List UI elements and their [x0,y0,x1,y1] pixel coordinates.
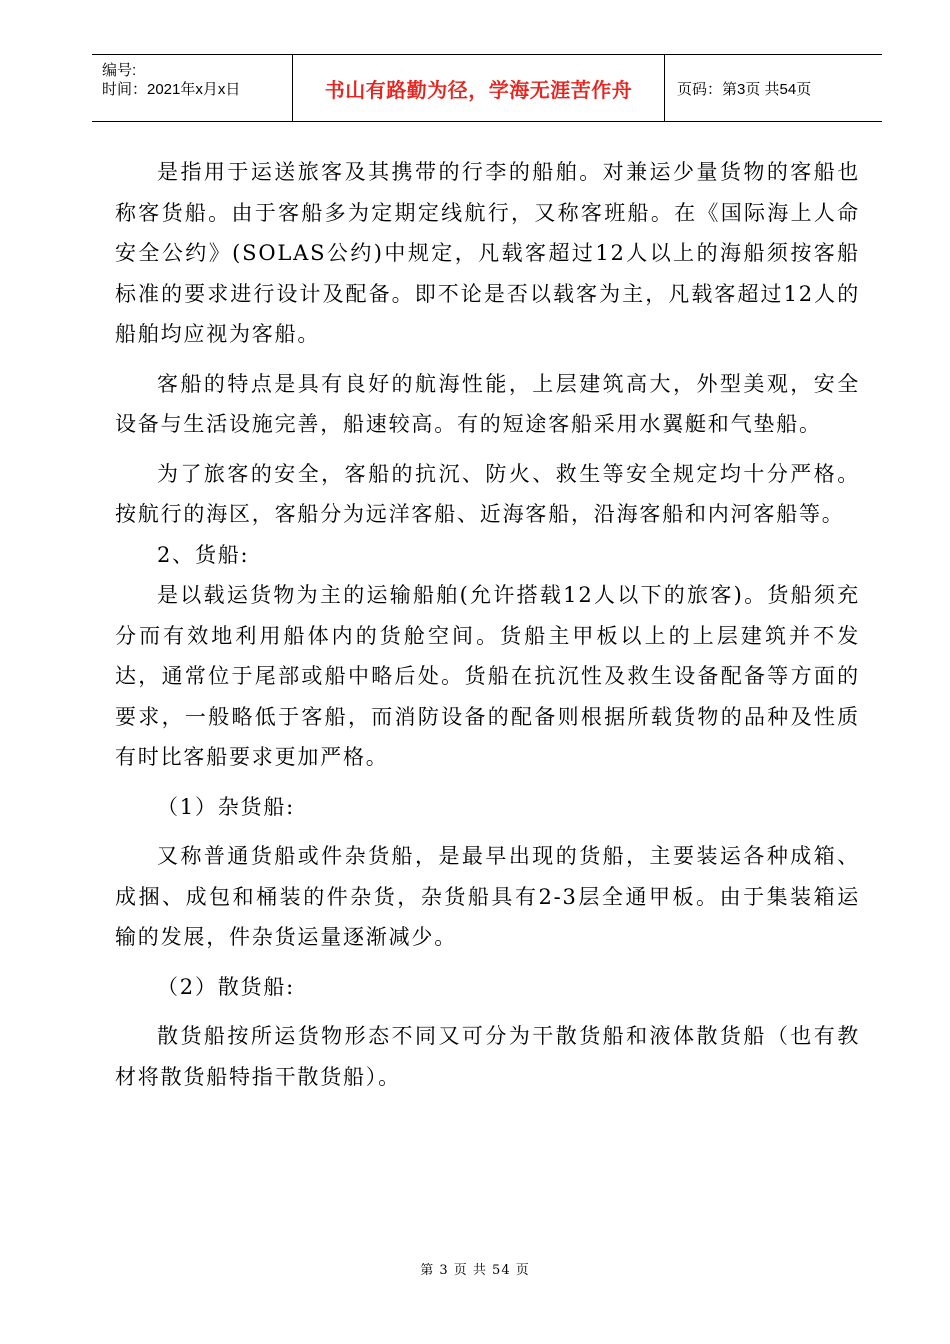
date-label: 时间：2021年x月x日 [102,81,241,98]
page-header [92,54,882,122]
section-heading-cargo-ship: 2、货船: [157,542,250,567]
subheading-bulk-carrier: （2）散货船: [157,974,296,999]
paragraph-passenger-ship-definition: 是指用于运送旅客及其携带的行李的船舶。对兼运少量货物的客船也称客货船。由于客船多为定期定线航行，又称客班船。在《国际海上人命安全公约》(SOLAS公约)中规定，凡载客超过12人以上的海船须按客船标准的要求进行设计及配备。即不论是否以载客为主，凡载客超过12人的船舶均应视为客船。 [115,160,860,346]
paragraph-passenger-ship-features: 客船的特点是具有良好的航海性能，上层建筑高大，外型美观，安全设备与生活设施完善，船速较高。有的短途客船采用水翼艇和气垫船。 [115,371,860,436]
header-motto: 书山有路勤为径，学海无涯苦作舟 [292,55,665,121]
paragraph-cargo-ship-definition: 是以载运货物为主的运输船舶(允许搭载12人以下的旅客)。货船须充分而有效地利用船体内的货舱空间。货船主甲板以上的上层建筑并不发达，通常位于尾部或船中略后处。货船在抗沉性及救生设备配备等方面的要求，一般略低于客船，而消防设备的配备则根据所载货物的品种及性质有时比客船要求更加严格。 [115,583,860,769]
serial-number-label: 编号: [102,62,137,79]
document-body [115,152,860,1097]
header-meta [92,55,292,121]
page-footer: 第 3 页 共 54 页 [420,1263,530,1278]
paragraph-general-cargo-ship: 又称普通货船或件杂货船，是最早出现的货船，主要装运各种成箱、成捆、成包和桶装的件杂货，杂货船具有2-3层全通甲板。由于集装箱运输的发展，件杂货运量逐渐减少。 [115,844,860,949]
paragraph-bulk-carrier: 散货船按所运货物形态不同又可分为干散货船和液体散货船（也有教材将散货船特指干散货船）。 [115,1024,860,1089]
paragraph-passenger-ship-safety: 为了旅客的安全，客船的抗沉、防火、救生等安全规定均十分严格。按航行的海区，客船分为远洋客船、近海客船，沿海客船和内河客船等。 [115,461,860,526]
subheading-general-cargo-ship: （1）杂货船: [157,794,296,819]
header-page-number: 页码：第3页 共54页 [677,80,812,98]
